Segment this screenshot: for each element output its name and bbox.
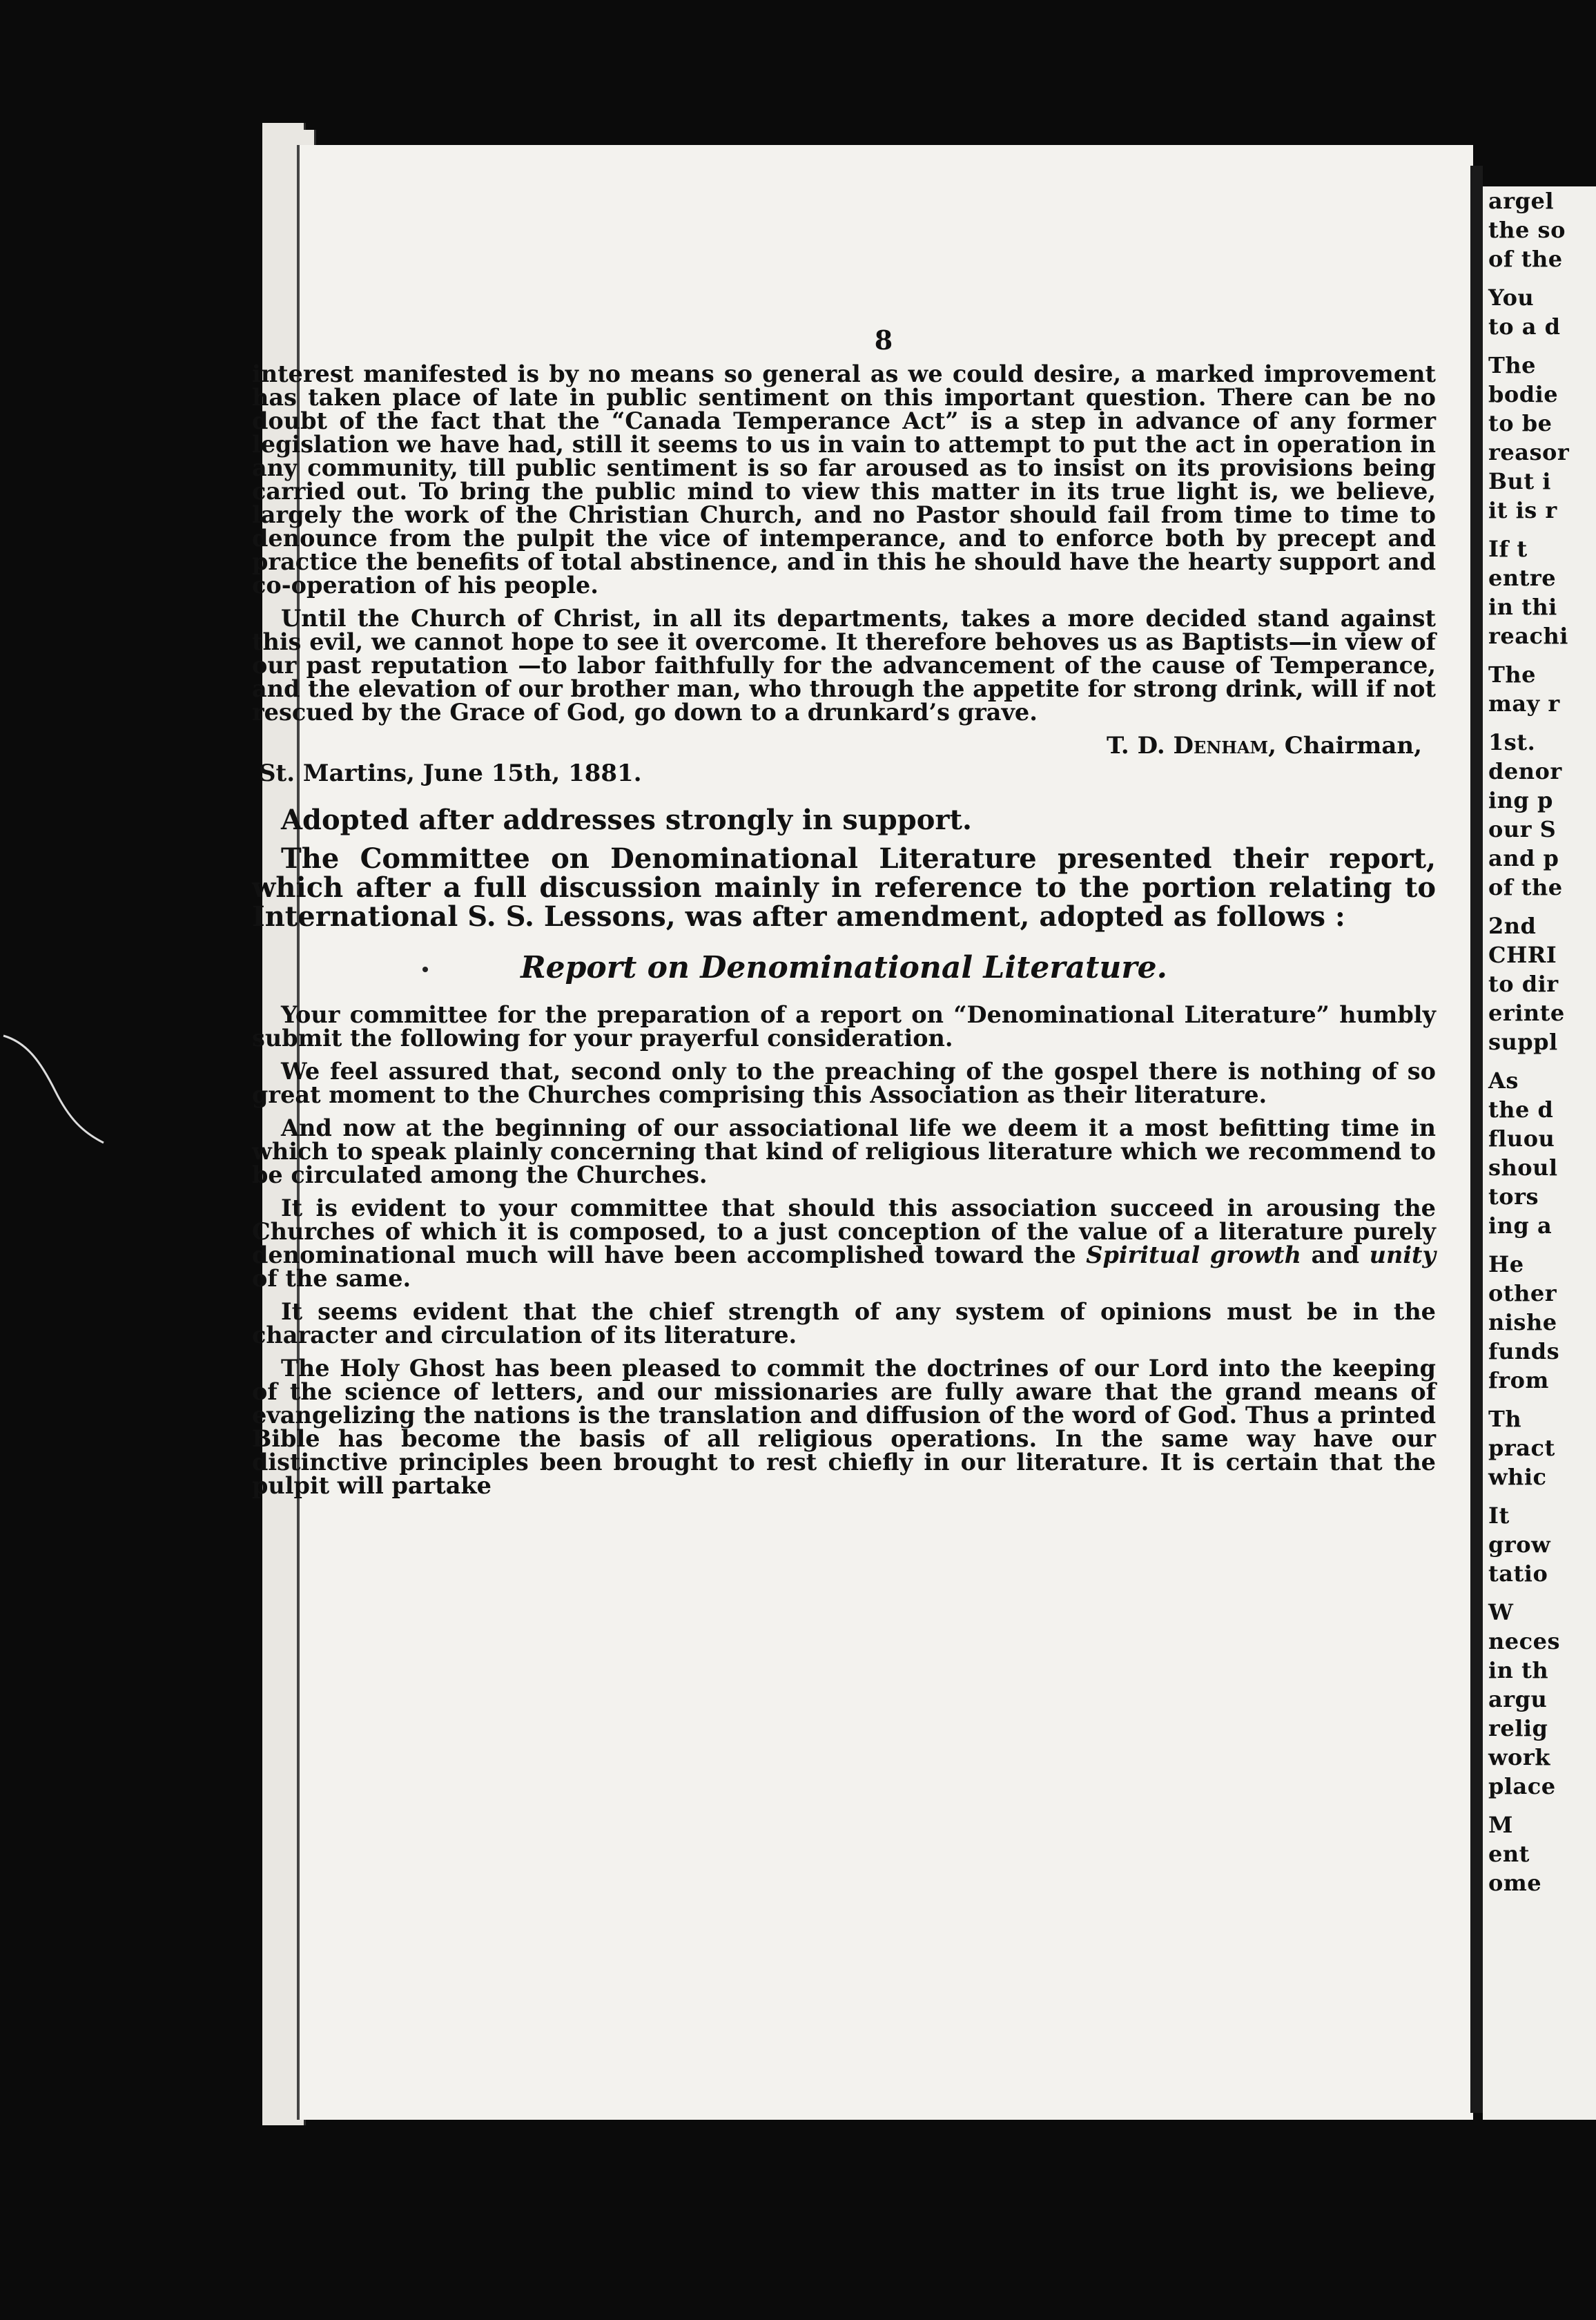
right-page-line: to be [1488, 410, 1553, 436]
right-page-line: other [1488, 1280, 1557, 1306]
right-page-line: erinte [1488, 1000, 1565, 1026]
dateline: St. Martins, June 15th, 1881. [259, 760, 642, 787]
right-page-line: The [1488, 661, 1536, 688]
paragraph-gap [1483, 341, 1596, 351]
right-page-line: grow [1488, 1531, 1551, 1558]
paragraph-gap [1483, 718, 1596, 728]
right-page-line: M [1488, 1812, 1513, 1838]
right-page-line: to dir [1488, 971, 1559, 997]
right-page-line: may r [1488, 690, 1560, 717]
right-page-line: denor [1488, 758, 1562, 784]
adopted-line: Adopted after addresses strongly in support. [281, 804, 972, 836]
paragraph-gap [1483, 1240, 1596, 1250]
emphasis: unity [1369, 1241, 1436, 1268]
signature-name: T. D. Denham, [1107, 732, 1276, 760]
paragraph-gap [1483, 1491, 1596, 1501]
right-page-line: If t [1488, 536, 1528, 562]
right-page-line: neces [1488, 1628, 1560, 1654]
right-page-line: The [1488, 352, 1536, 378]
page-body [252, 362, 1436, 1507]
committee-paragraph: The Committee on Denominational Literature presented their report, which after a full discussion mainly in reference to the portion relating to International S. S. Lessons, was after amendment, adopted as follows : [252, 842, 1436, 933]
page-number: 8 [874, 325, 893, 356]
paragraph-gap [1483, 1056, 1596, 1066]
minutes-block [252, 806, 1436, 931]
right-page-line: CHRI [1488, 942, 1557, 968]
right-page-line: our S [1488, 816, 1557, 842]
right-page-line: the so [1488, 217, 1566, 243]
right-page-line: the d [1488, 1096, 1554, 1123]
signature [252, 732, 1422, 760]
right-page-line: ome [1488, 1870, 1542, 1896]
right-page-line: shoul [1488, 1154, 1558, 1181]
report-title: Report on Denominational Literature. [520, 950, 1167, 985]
ink-dot [422, 967, 428, 972]
right-page-line: reachi [1488, 623, 1568, 649]
right-page-line: W [1488, 1599, 1514, 1625]
right-page-line: it is r [1488, 497, 1557, 523]
right-page-line: argu [1488, 1686, 1548, 1712]
emphasis: Spiritual growth [1086, 1241, 1301, 1268]
right-page-line: reasor [1488, 439, 1570, 465]
paragraph: Until the Church of Christ, in all its departments, takes a more decided stand against this evil, we cannot hope to see it overcome. It therefore behoves us as Baptists—in view of our past reputation —to labor faithfully for the advancement of the cause of Temperance, and the elevation of our brother man, who through the appetite for strong drink, will if not rescued by the Grace of God, go down to a drunkard’s grave. [252, 605, 1436, 726]
paragraph [252, 1197, 1436, 1290]
right-page-line: suppl [1488, 1029, 1558, 1055]
right-page-line: in th [1488, 1657, 1549, 1683]
paragraph-gap [1483, 650, 1596, 660]
paragraph: The Holy Ghost has been pleased to commit the doctrines of our Lord into the keeping of the science of letters, and our missionaries are fully aware that the grand means of evangelizing the nations is the translation and diffusion of the word of God. Thus a printed Bible has become the basis of all religious operations. In the same way have our distinctive principles been brought to rest chiefly in our literature. It is certain that the pulpit will partake [252, 1355, 1436, 1499]
right-page-line: whic [1488, 1464, 1547, 1490]
right-page-line: argel [1488, 188, 1554, 214]
right-page-line: tors [1488, 1183, 1539, 1210]
right-page-line: ing a [1488, 1212, 1553, 1239]
paragraph: It seems evident that the chief strength of any system of opinions must be in the character and circulation of its literature. [252, 1298, 1436, 1348]
right-page-line: He [1488, 1251, 1524, 1277]
right-page-line: tatio [1488, 1560, 1548, 1587]
paragraph-gap [1483, 1395, 1596, 1404]
right-page [1483, 186, 1596, 2120]
right-page-line: 2nd [1488, 913, 1537, 939]
paragraph-gap [1483, 273, 1596, 283]
right-page-line: relig [1488, 1715, 1548, 1741]
right-page-line: ing p [1488, 787, 1553, 813]
paragraph: And now at the beginning of our associational life we deem it a most befitting time in which to speak plainly concerning that kind of religious literature which we recommend to be circulated among the Churches. [252, 1114, 1436, 1188]
right-page-line: funds [1488, 1338, 1560, 1364]
right-page-line: of the [1488, 246, 1563, 272]
right-page-line: fluou [1488, 1125, 1555, 1152]
right-page-line: place [1488, 1773, 1556, 1799]
right-page-line: Th [1488, 1406, 1522, 1432]
paragraph-gap [1483, 1801, 1596, 1810]
right-page-line: It [1488, 1502, 1510, 1529]
right-page-line: work [1488, 1744, 1550, 1770]
right-page-line: and p [1488, 845, 1559, 871]
text-run: and [1301, 1241, 1370, 1268]
right-page-line: of the [1488, 874, 1563, 900]
paragraph: We feel assured that, second only to the preaching of the gospel there is nothing of so great moment to the Churches comprising this Association as their literature. [252, 1058, 1436, 1108]
right-page-line: 1st. [1488, 729, 1536, 755]
right-page-line: in thi [1488, 594, 1557, 620]
right-page-line: to a d [1488, 313, 1561, 340]
paragraph-gap [1483, 902, 1596, 911]
text-run: It is evident to your committee that should this association succeed in arousing the Churches of which it is composed, to a just conception of the value of a literature purely denominational much will have been accomplished toward the [252, 1195, 1436, 1268]
right-page-line: nishe [1488, 1309, 1557, 1335]
right-page-line: from [1488, 1367, 1549, 1393]
right-page-line: ent [1488, 1841, 1530, 1867]
signature-role: Chairman, [1276, 732, 1422, 760]
paragraph: interest manifested is by no means so general as we could desire, a marked improvement has taken place of late in public sentiment on this important question. There can be no doubt of the fact that the “Canada Temperance Act” is a step in advance of any former legislation we have had, still it seems to us in vain to attempt to put the act in operation in any community, till public sentiment is so far aroused as to insist on its provisions being carried out. To bring the public mind to view this matter in its true light is, we believe, largely the work of the Christian Church, and no Pastor should fail from time to time to denounce from the pulpit the vice of intemperance, and to enforce both by precept and practice the benefits of total abstinence, and in this he should have the hearty support and co-operation of his people. [252, 360, 1436, 599]
right-page-line: bodie [1488, 381, 1559, 407]
book-gutter [1470, 166, 1483, 2113]
paragraph-gap [1483, 525, 1596, 534]
right-page-line: But i [1488, 468, 1551, 494]
right-page-line: pract [1488, 1435, 1555, 1461]
text-run: of the same. [252, 1265, 411, 1292]
right-page-line: You [1488, 284, 1535, 311]
right-page-line: entre [1488, 565, 1557, 591]
right-page-line: As [1488, 1067, 1519, 1094]
background-thread [0, 1022, 138, 1146]
paragraph: Your committee for the preparation of a report on “Denominational Literature” humbly submit the following for your prayerful consideration. [252, 1001, 1436, 1052]
paragraph-gap [1483, 1588, 1596, 1598]
